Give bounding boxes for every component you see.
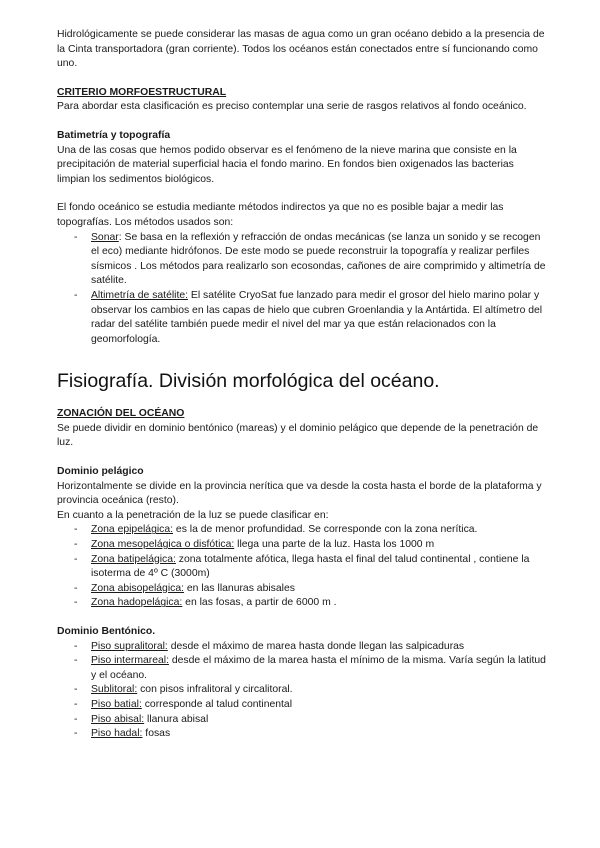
list-item-term: Altimetría de satélite: <box>91 289 189 301</box>
list-item: - Sublitoral: con pisos infralitoral y circalitoral. <box>74 684 293 696</box>
list-item-text: corresponde al talud continental <box>141 698 293 710</box>
zonacion-paragraph: Se puede dividir en dominio bentónico (mareas) y el dominio pelágico que depende de la penetración de luz. <box>57 422 539 449</box>
pelagico-paragraph-2: En cuanto a la penetración de la luz se puede clasificar en: <box>57 509 329 521</box>
list-item: - Piso hadal: fosas <box>74 728 171 740</box>
list-item-text: : Se basa en la reflexión y refracción de ondas mecánicas (se lanza un sonido y se recogen el eco) mediante hidrófonos. De este modo se puede reconstruir la topografía y realizar perfiles sísmicos . Los métodos para realizarlo son ecosondas, cañones de aire comprimido y altimetría de satélite. <box>91 231 546 287</box>
list-item-text: desde el máximo de la marea hasta el mínimo de la misma. Varía según la latitud y el océano. <box>91 655 546 681</box>
batimetria-paragraph-1: Una de las cosas que hemos podido observar es el fenómeno de la nieve marina que consiste en la precipitación de material superficial hacia el fondo marino. En fondos bien oxigenados las bacterias limpian los sedimentos biológicos. <box>57 144 517 185</box>
document-page <box>57 28 547 742</box>
batimetria-paragraph-2: El fondo oceánico se estudia mediante métodos indirectos ya que no es posible bajar a medir las topografías. Los métodos usados son: <box>57 202 504 228</box>
list-item-text: llanura abisal <box>144 713 209 725</box>
list-item: - Piso batial: corresponde al talud continental <box>74 698 293 710</box>
list-item-text: con pisos infralitoral y circalitoral. <box>137 684 293 696</box>
batimetria-heading: Batimetría y topografía <box>57 129 171 141</box>
list-item-term: Piso intermareal: <box>91 655 169 667</box>
list-item-text: en las fosas, a partir de 6000 m . <box>182 597 337 609</box>
intro-paragraph: Hidrológicamente se puede considerar las masas de agua como un gran océano debido a la presencia de la Cinta transportadora (gran corriente). Todos los océanos están conectados entre sí funcionando como uno. <box>57 29 545 70</box>
bentonico-heading: Dominio Bentónico. <box>57 626 156 637</box>
list-item: - Zona abisopelágica: en las llanuras abisales <box>74 582 295 594</box>
list-item-text: fosas <box>142 728 171 740</box>
list-item: - Altimetría de satélite: El satélite CryoSat fue lanzado para medir el grosor del hielo marino polar y observar los cambios en las capas de hielo que cubren Groenlandia y la Antártida. El altímetro del radar del satélite también puede medir el nivel del mar ya que están relacionados con la geomorfología. <box>74 289 543 345</box>
list-item-text: llega una parte de la luz. Hasta los 1000 m <box>234 539 435 551</box>
list-item: - Zona mesopelágica o disfótica: llega una parte de la luz. Hasta los 1000 m <box>74 539 435 551</box>
list-item: - Zona hadopelágica: en las fosas, a partir de 6000 m . <box>74 597 337 609</box>
criterio-paragraph: Para abordar esta clasificación es preciso contemplar una serie de rasgos relativos al fondo oceánico. <box>57 101 527 113</box>
pelagico-heading: Dominio pelágico <box>57 466 144 478</box>
list-item-term: Piso batial: <box>91 698 142 710</box>
list-item-term: Zona epipelágica: <box>91 524 174 536</box>
metodos-list <box>57 231 547 348</box>
list-item-term: Sonar <box>91 231 119 243</box>
list-item-term: Zona mesopelágica o disfótica: <box>91 539 235 551</box>
list-item-term: Zona hadopelágica: <box>91 597 183 609</box>
list-item: - Sonar: Se basa en la reflexión y refracción de ondas mecánicas (se lanza un sonido y se recogen el eco) mediante hidrófonos. De este modo se puede reconstruir la topografía y realizar perfiles sísmicos . Los métodos para realizarlo son ecosondas, cañones de aire comprimido y altimetría de satélite. <box>74 231 546 287</box>
pisos-list <box>57 640 547 742</box>
list-item-text: en las llanuras abisales <box>184 582 295 594</box>
list-item-term: Zona abisopelágica: <box>91 582 185 594</box>
list-item-term: Piso hadal: <box>91 728 143 740</box>
list-item: - Piso intermareal: desde el máximo de la marea hasta el mínimo de la misma. Varía según la latitud y el océano. <box>74 655 546 681</box>
zonas-list <box>57 523 547 611</box>
list-item: - Piso supralitoral: desde el máximo de marea hasta donde llegan las salpicaduras <box>74 640 465 652</box>
list-item-term: Zona batipelágica: <box>91 553 176 565</box>
criterio-heading: CRITERIO MORFOESTRUCTURAL <box>57 86 227 98</box>
list-item-term: Sublitoral: <box>91 684 138 696</box>
list-item: - Zona batipelágica: zona totalmente afótica, llega hasta el final del talud continental , contiene la isoterma de 4º C (3000m) <box>74 553 530 580</box>
list-item-text: El satélite CryoSat fue lanzado para medir el grosor del hielo marino polar y observar los cambios en las capas de hielo que cubren Groenlandia y la Antártida. El altímetro del radar del satélite también puede medir el nivel del mar ya que están relacionados con la geomorfología. <box>91 289 543 345</box>
list-item-text: es la de menor profundidad. Se corresponde con la zona nerítica. <box>173 524 478 536</box>
list-item: - Zona epipelágica: es la de menor profundidad. Se corresponde con la zona nerítica. <box>74 524 478 536</box>
list-item-text: desde el máximo de marea hasta donde llegan las salpicaduras <box>167 640 465 652</box>
pelagico-paragraph-1: Horizontalmente se divide en la provincia nerítica que va desde la costa hasta el borde de la plataforma y provincia oceánica (resto). <box>57 480 542 507</box>
list-item: - Piso abisal: llanura abisal <box>74 713 209 725</box>
list-item-term: Piso abisal: <box>91 713 145 725</box>
list-item-text: zona totalmente afótica, llega hasta el final del talud continental , contiene la isoterma de 4º C (3000m) <box>91 553 530 580</box>
list-item-term: Piso supralitoral: <box>91 640 168 652</box>
section-title: Fisiografía. División morfológica del océano. <box>57 370 440 393</box>
zonacion-heading: ZONACIÓN DEL OCÉANO <box>57 408 185 420</box>
